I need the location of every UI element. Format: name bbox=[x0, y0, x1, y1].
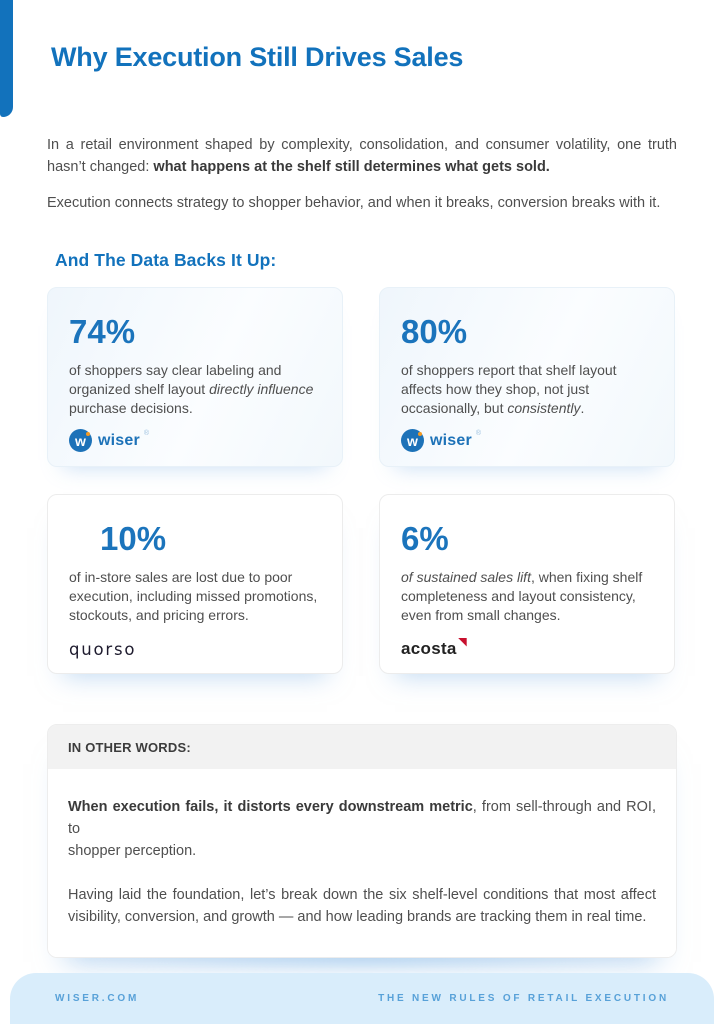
stat-text-line: of shoppers report that shelf layout bbox=[401, 362, 617, 378]
stat-value: 74% bbox=[69, 313, 136, 350]
acosta-logo bbox=[401, 639, 670, 659]
footer-bar bbox=[10, 973, 714, 1024]
wiser-logo-icon: w bbox=[69, 429, 92, 452]
quorso-wordmark: quorso bbox=[69, 640, 137, 659]
footer-website-link[interactable]: WISER.COM bbox=[55, 993, 140, 1004]
stat-value: 10% bbox=[100, 520, 167, 557]
stat-text-line: organized shelf layout directly influence bbox=[69, 381, 314, 397]
wiser-logo bbox=[401, 429, 670, 452]
trademark-symbol: ® bbox=[143, 430, 150, 437]
stat-cards-grid bbox=[47, 287, 677, 674]
stat-text-line: even from small changes. bbox=[401, 607, 561, 623]
wiser-wordmark: wiser bbox=[430, 431, 472, 449]
callout-header: IN OTHER WORDS: bbox=[48, 725, 676, 769]
callout-p1-line2: shopper perception. bbox=[68, 843, 197, 859]
callout-body bbox=[48, 769, 676, 957]
trademark-symbol: ® bbox=[475, 430, 482, 437]
intro-p1-line1: In a retail environment shaped by complexity, consolidation, and consumer volatility, one truth bbox=[47, 137, 677, 153]
intro-section bbox=[47, 134, 677, 214]
stat-card-6 bbox=[379, 494, 675, 674]
intro-paragraph-2: Execution connects strategy to shopper behavior, and when it breaks, conversion breaks with it. bbox=[47, 195, 661, 211]
stat-text-line: completeness and layout consistency, bbox=[401, 588, 636, 604]
stat-card-74 bbox=[47, 287, 343, 467]
callout-paragraph-1 bbox=[68, 796, 656, 862]
footer-tagline: THE NEW RULES OF RETAIL EXECUTION bbox=[378, 993, 669, 1004]
stat-text-line: of in-store sales are lost due to poor bbox=[69, 569, 293, 585]
callout-paragraph-2 bbox=[68, 884, 656, 928]
intro-p1-line2: hasn’t changed: what happens at the shelf still determines what gets sold. bbox=[47, 159, 550, 175]
acosta-flag-icon bbox=[458, 638, 467, 647]
callout-p1-line1: When execution fails, it distorts every downstream metric, from sell-through and ROI, to bbox=[68, 799, 656, 837]
stat-value: 80% bbox=[401, 313, 468, 350]
stat-text-line: of sustained sales lift, when fixing shelf bbox=[401, 569, 643, 585]
callout-card bbox=[47, 724, 677, 958]
stat-text-line: execution, including missed promotions, bbox=[69, 588, 318, 604]
stat-text-line: stockouts, and pricing errors. bbox=[69, 607, 249, 623]
stat-text-line: affects how they shop, not just bbox=[401, 381, 590, 397]
stat-value: 6% bbox=[401, 520, 449, 557]
callout-p2-line1: Having laid the foundation, let’s break down the six shelf-level conditions that most affect bbox=[68, 887, 656, 903]
page-content bbox=[0, 40, 724, 958]
stat-text-line: purchase decisions. bbox=[69, 400, 193, 416]
stat-card-80 bbox=[379, 287, 675, 467]
callout-p2-line2: visibility, conversion, and growth — and how leading brands are tracking them in real time. bbox=[68, 909, 647, 925]
wiser-orange-dot-icon bbox=[418, 432, 422, 436]
stat-text-line: of shoppers say clear labeling and bbox=[69, 362, 282, 378]
wiser-wordmark: wiser bbox=[98, 431, 140, 449]
wiser-logo bbox=[69, 429, 338, 452]
wiser-logo-icon: w bbox=[401, 429, 424, 452]
stat-card-10 bbox=[47, 494, 343, 674]
acosta-wordmark: acosta bbox=[401, 639, 457, 658]
quorso-logo bbox=[69, 640, 338, 659]
page-title: Why Execution Still Drives Sales bbox=[51, 42, 464, 72]
wiser-orange-dot-icon bbox=[86, 432, 90, 436]
stat-text-line: occasionally, but consistently. bbox=[401, 400, 585, 416]
intro-paragraph-1 bbox=[47, 134, 677, 178]
stats-heading: And The Data Backs It Up: bbox=[55, 250, 277, 270]
